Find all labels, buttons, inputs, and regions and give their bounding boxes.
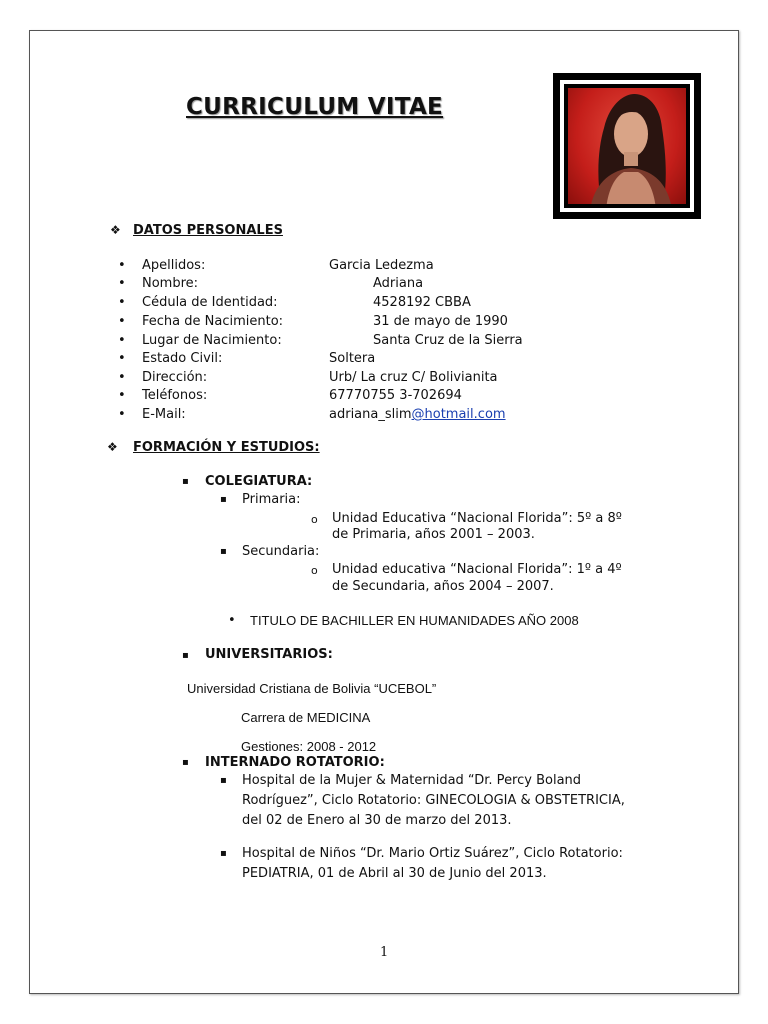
label-lugar-nacimiento: Lugar de Nacimiento: [142,333,282,348]
label-apellidos: Apellidos: [142,258,206,273]
secundaria-line-1: Unidad educativa “Nacional Florida”: 1º a 4º [332,562,622,577]
diamond-bullet-icon: ❖ [107,440,118,454]
circle-bullet-icon: o [311,564,318,577]
value-estado-civil: Soltera [329,351,376,366]
label-telefonos: Teléfonos: [142,388,208,403]
square-bullet-icon: ▪ [182,757,189,768]
square-bullet-icon: ▪ [220,546,227,557]
bullet-icon: • [228,613,236,628]
bullet-icon: • [118,351,126,366]
square-bullet-icon: ▪ [182,650,189,661]
university-name: Universidad Cristiana de Bolivia “UCEBOL” [187,681,437,696]
bullet-icon: • [118,407,126,422]
page-title: CURRICULUM VITAE [186,94,444,120]
career: Carrera de MEDICINA [241,710,371,725]
label-primaria: Primaria: [242,492,301,507]
internado-item-1-line-1: Hospital de la Mujer & Maternidad “Dr. Percy Boland [242,773,582,788]
diamond-bullet-icon: ❖ [110,223,121,237]
label-direccion: Dirección: [142,370,208,385]
titulo-bachiller: TITULO DE BACHILLER EN HUMANIDADES AÑO 2008 [250,613,579,628]
email-user: adriana_slim [329,407,412,422]
square-bullet-icon: ▪ [182,476,189,487]
page-number: 1 [380,945,389,960]
gestiones: Gestiones: 2008 - 2012 [241,739,377,754]
internado-item-2-line-1: Hospital de Niños “Dr. Mario Ortiz Suárez”, Ciclo Rotatorio: [242,846,623,861]
bullet-icon: • [118,258,126,273]
label-secundaria: Secundaria: [242,544,320,559]
subheading-internado: INTERNADO ROTATORIO: [205,755,385,770]
label-nombre: Nombre: [142,276,199,291]
subheading-colegiatura: COLEGIATURA: [205,474,313,489]
bullet-icon: • [118,295,126,310]
bullet-icon: • [118,388,126,403]
label-estado-civil: Estado Civil: [142,351,223,366]
internado-item-1-line-2: Rodríguez”, Ciclo Rotatorio: GINECOLOGIA & OBSTETRICIA, [242,793,625,808]
bullet-icon: • [118,314,126,329]
circle-bullet-icon: o [311,513,318,526]
value-telefonos: 67770755 3-702694 [329,388,462,403]
label-fecha-nacimiento: Fecha de Nacimiento: [142,314,284,329]
square-bullet-icon: ▪ [220,848,227,859]
email-link[interactable]: @hotmail.com [411,407,506,422]
label-cedula: Cédula de Identidad: [142,295,278,310]
portrait-photo [568,88,686,204]
value-cedula: 4528192 CBBA [373,295,471,310]
value-email [329,407,506,422]
value-apellidos: Garcia Ledezma [329,258,434,273]
section-heading-education: FORMACIÓN Y ESTUDIOS: [133,440,320,455]
value-nombre: Adriana [373,276,424,291]
label-email: E-Mail: [142,407,186,422]
value-direccion: Urb/ La cruz C/ Bolivianita [329,370,498,385]
secundaria-line-2: de Secundaria, años 2004 – 2007. [332,579,554,594]
photo-frame [553,73,701,219]
value-lugar-nacimiento: Santa Cruz de la Sierra [373,333,523,348]
primaria-line-2: de Primaria, años 2001 – 2003. [332,527,535,542]
bullet-icon: • [118,276,126,291]
value-fecha-nacimiento: 31 de mayo de 1990 [373,314,508,329]
square-bullet-icon: ▪ [220,775,227,786]
subheading-universitarios: UNIVERSITARIOS: [205,647,333,662]
internado-item-2-line-2: PEDIATRIA, 01 de Abril al 30 de Junio del 2013. [242,866,547,881]
primaria-line-1: Unidad Educativa “Nacional Florida”: 5º a 8º [332,511,622,526]
bullet-icon: • [118,370,126,385]
square-bullet-icon: ▪ [220,494,227,505]
bullet-icon: • [118,333,126,348]
internado-item-1-line-3: del 02 de Enero al 30 de marzo del 2013. [242,813,512,828]
section-heading-personal: DATOS PERSONALES [133,223,283,238]
